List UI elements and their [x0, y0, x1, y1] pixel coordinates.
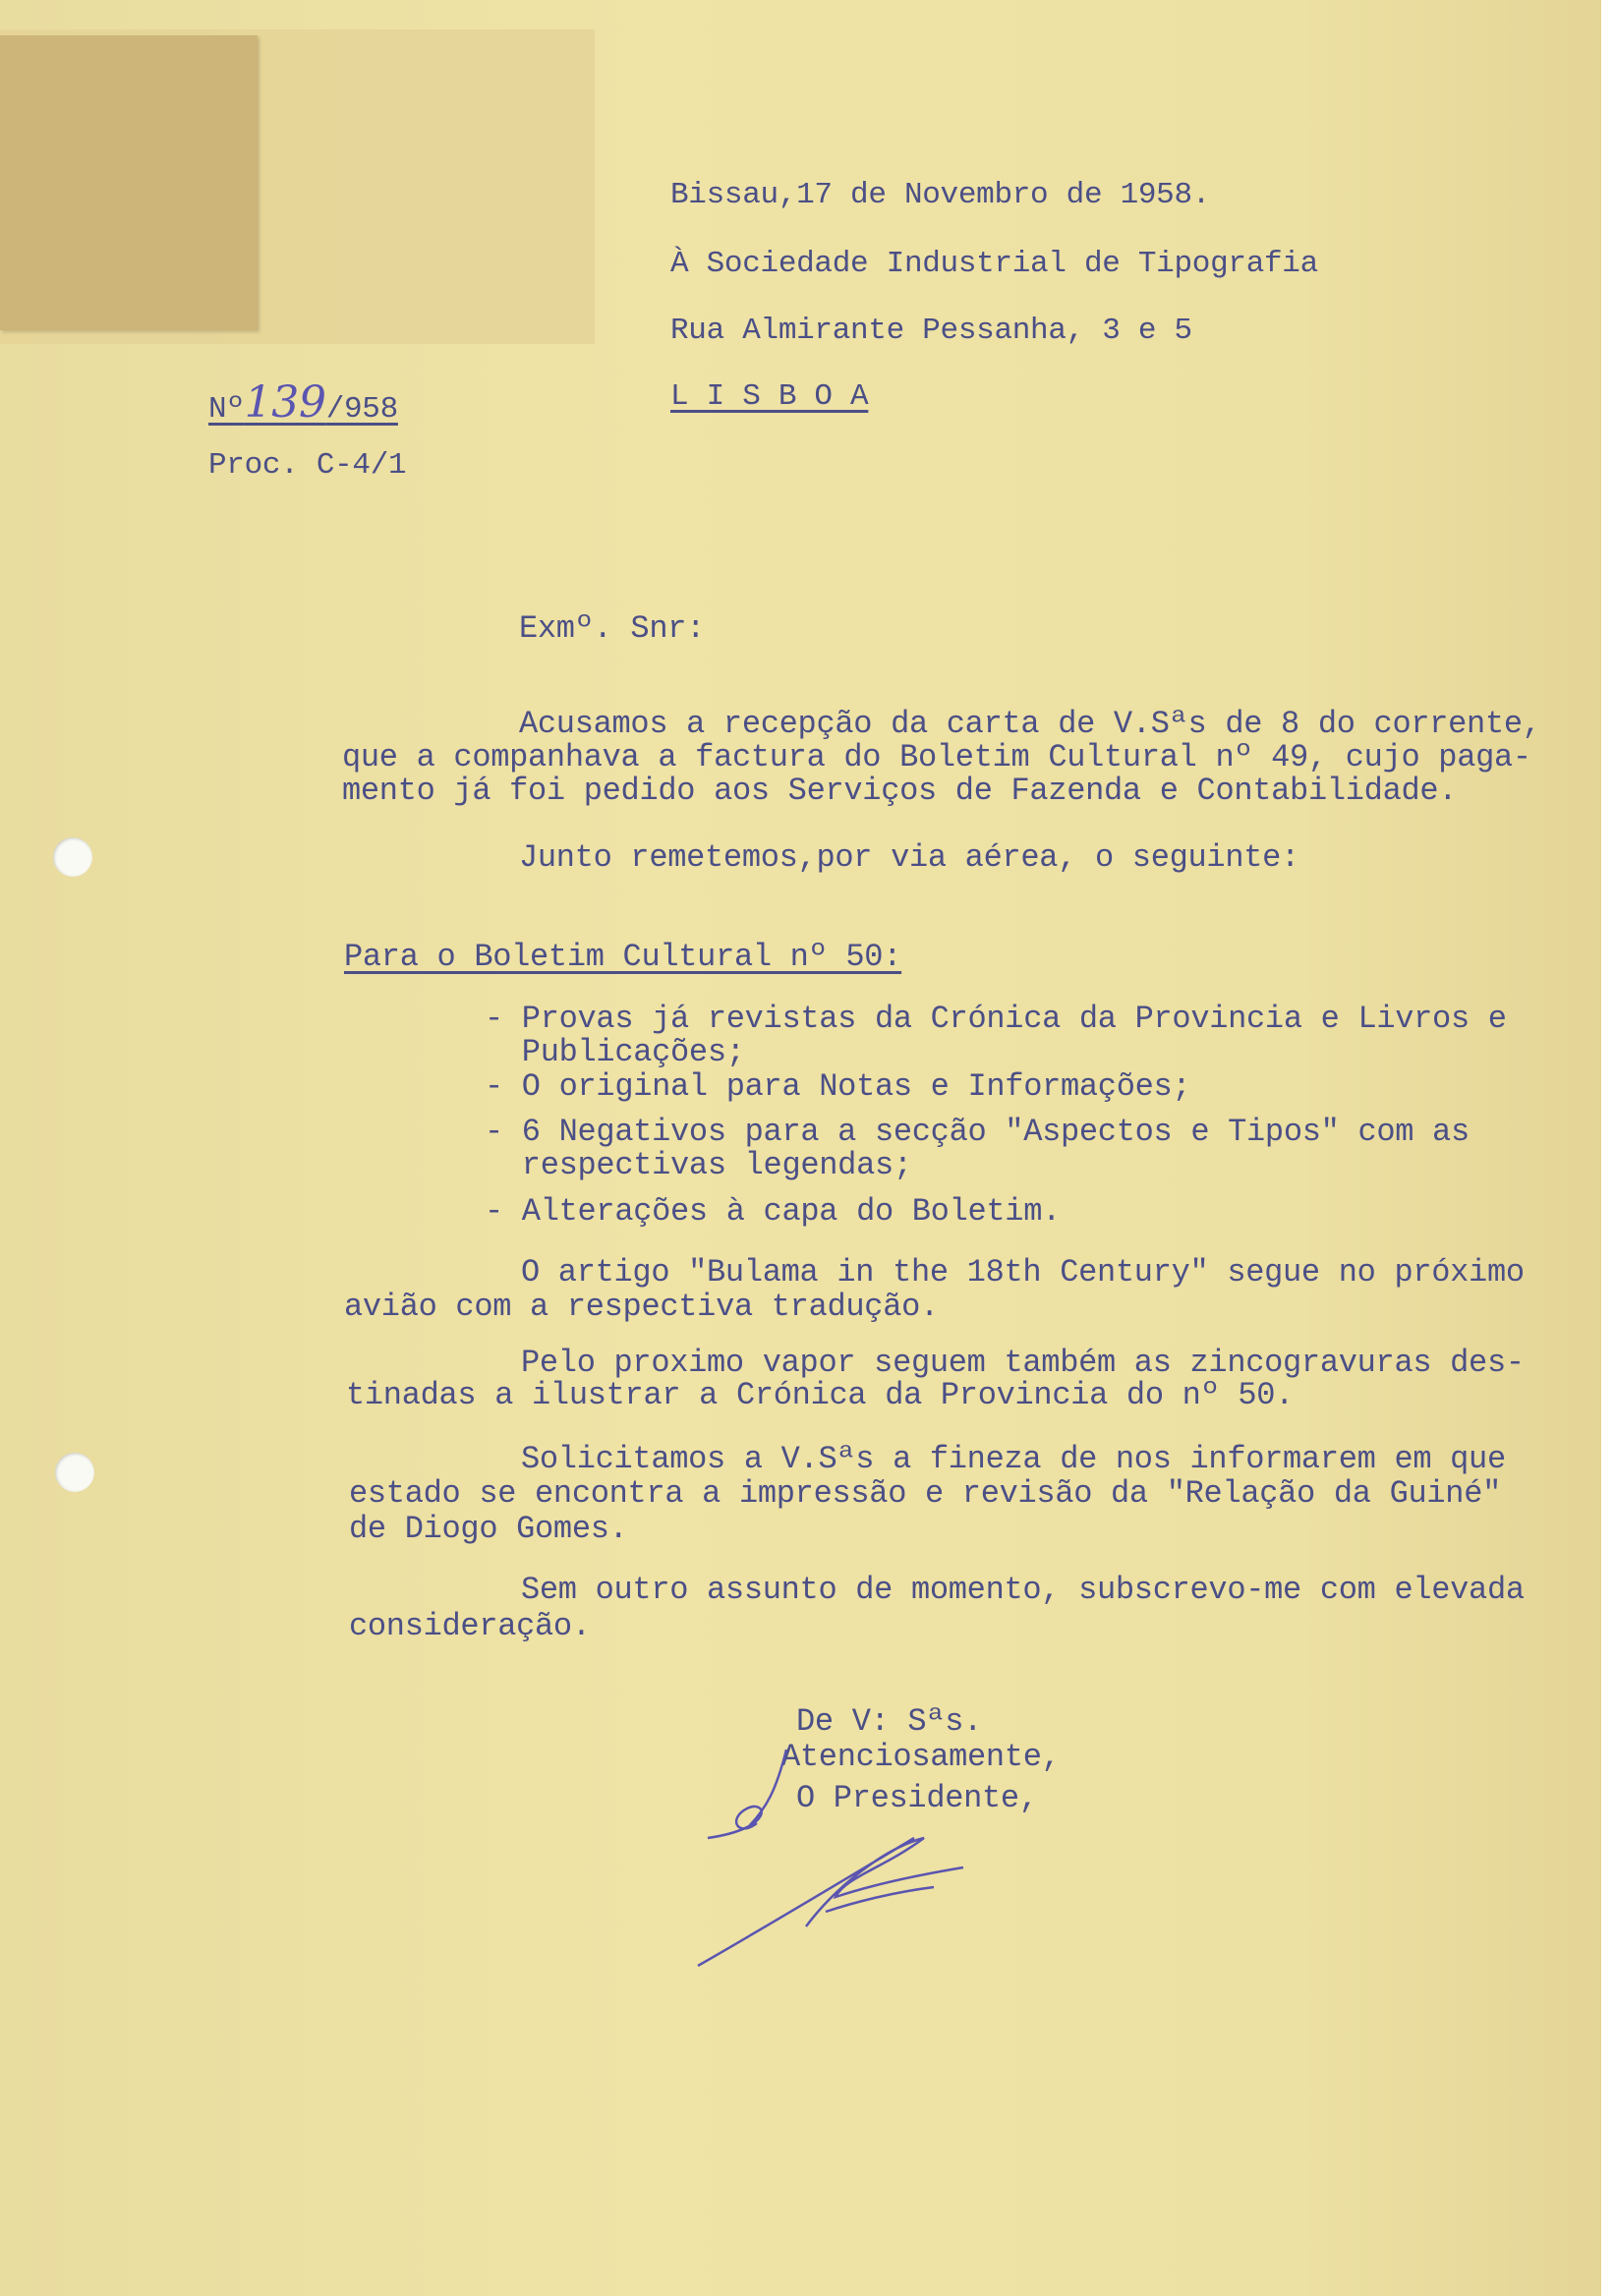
reference-number [208, 377, 398, 428]
list-item: - O original para Notas e Informações; [485, 1068, 1191, 1105]
paragraph-line: mento já foi pedido aos Serviços de Fazenda e Contabilidade. [342, 773, 1458, 809]
date-line: Bissau,17 de Novembro de 1958. [670, 178, 1211, 212]
paragraph-line: Sem outro assunto de momento, subscrevo-me com elevada [521, 1572, 1525, 1608]
list-item: Publicações; [485, 1034, 745, 1070]
paragraph-line: de Diogo Gomes. [349, 1511, 628, 1547]
list-item: - Provas já revistas da Crónica da Provincia e Livros e [485, 1001, 1507, 1037]
closing-line: De V: Sªs. [796, 1703, 983, 1740]
closing-line: O Presidente, [796, 1780, 1038, 1816]
closing-line: Atenciosamente, [781, 1739, 1061, 1775]
address: Rua Almirante Pessanha, 3 e 5 [670, 314, 1192, 348]
process-number: Proc. C-4/1 [208, 448, 407, 483]
number-suffix: /958 [325, 392, 398, 427]
page-edge [1601, 0, 1615, 2296]
salutation: Exmº. Snr: [519, 610, 706, 647]
paragraph-line: Solicitamos a V.Sªs a fineza de nos informarem em que [521, 1441, 1506, 1477]
list-item: - Alterações à capa do Boletim. [485, 1193, 1061, 1230]
paragraph-line: Pelo proximo vapor seguem também as zincogravuras des- [521, 1345, 1525, 1381]
list-heading: Para o Boletim Cultural nº 50: [344, 939, 902, 975]
city: L I S B O A [670, 379, 869, 414]
signature-icon [688, 1730, 983, 1976]
paragraph-line: que a companhava a factura do Boletim Cultural nº 49, cujo paga- [342, 739, 1531, 775]
paragraph-line: consideração. [349, 1608, 591, 1644]
punch-hole [53, 837, 92, 877]
handwritten-number: 139 [244, 377, 326, 428]
paragraph-line: Junto remetemos,por via aérea, o seguinte: [519, 839, 1299, 876]
recipient: À Sociedade Industrial de Tipografia [670, 247, 1318, 281]
list-item: - 6 Negativos para a secção "Aspectos e Tipos" com as [485, 1114, 1470, 1150]
paragraph-line: estado se encontra a impressão e revisão da "Relação da Guiné" [349, 1475, 1501, 1512]
attached-paper-fragment [0, 35, 258, 330]
paragraph-line: Acusamos a recepção da carta de V.Sªs de 8 do corrente, [519, 706, 1541, 742]
punch-hole [55, 1453, 94, 1492]
number-prefix: Nº [208, 392, 245, 427]
paragraph-line: O artigo "Bulama in the 18th Century" segue no próximo [521, 1254, 1525, 1291]
list-item: respectivas legendas; [485, 1147, 912, 1183]
paragraph-line: avião com a respectiva tradução. [344, 1289, 939, 1325]
paragraph-line: tinadas a ilustrar a Crónica da Provincia do nº 50. [346, 1377, 1295, 1413]
